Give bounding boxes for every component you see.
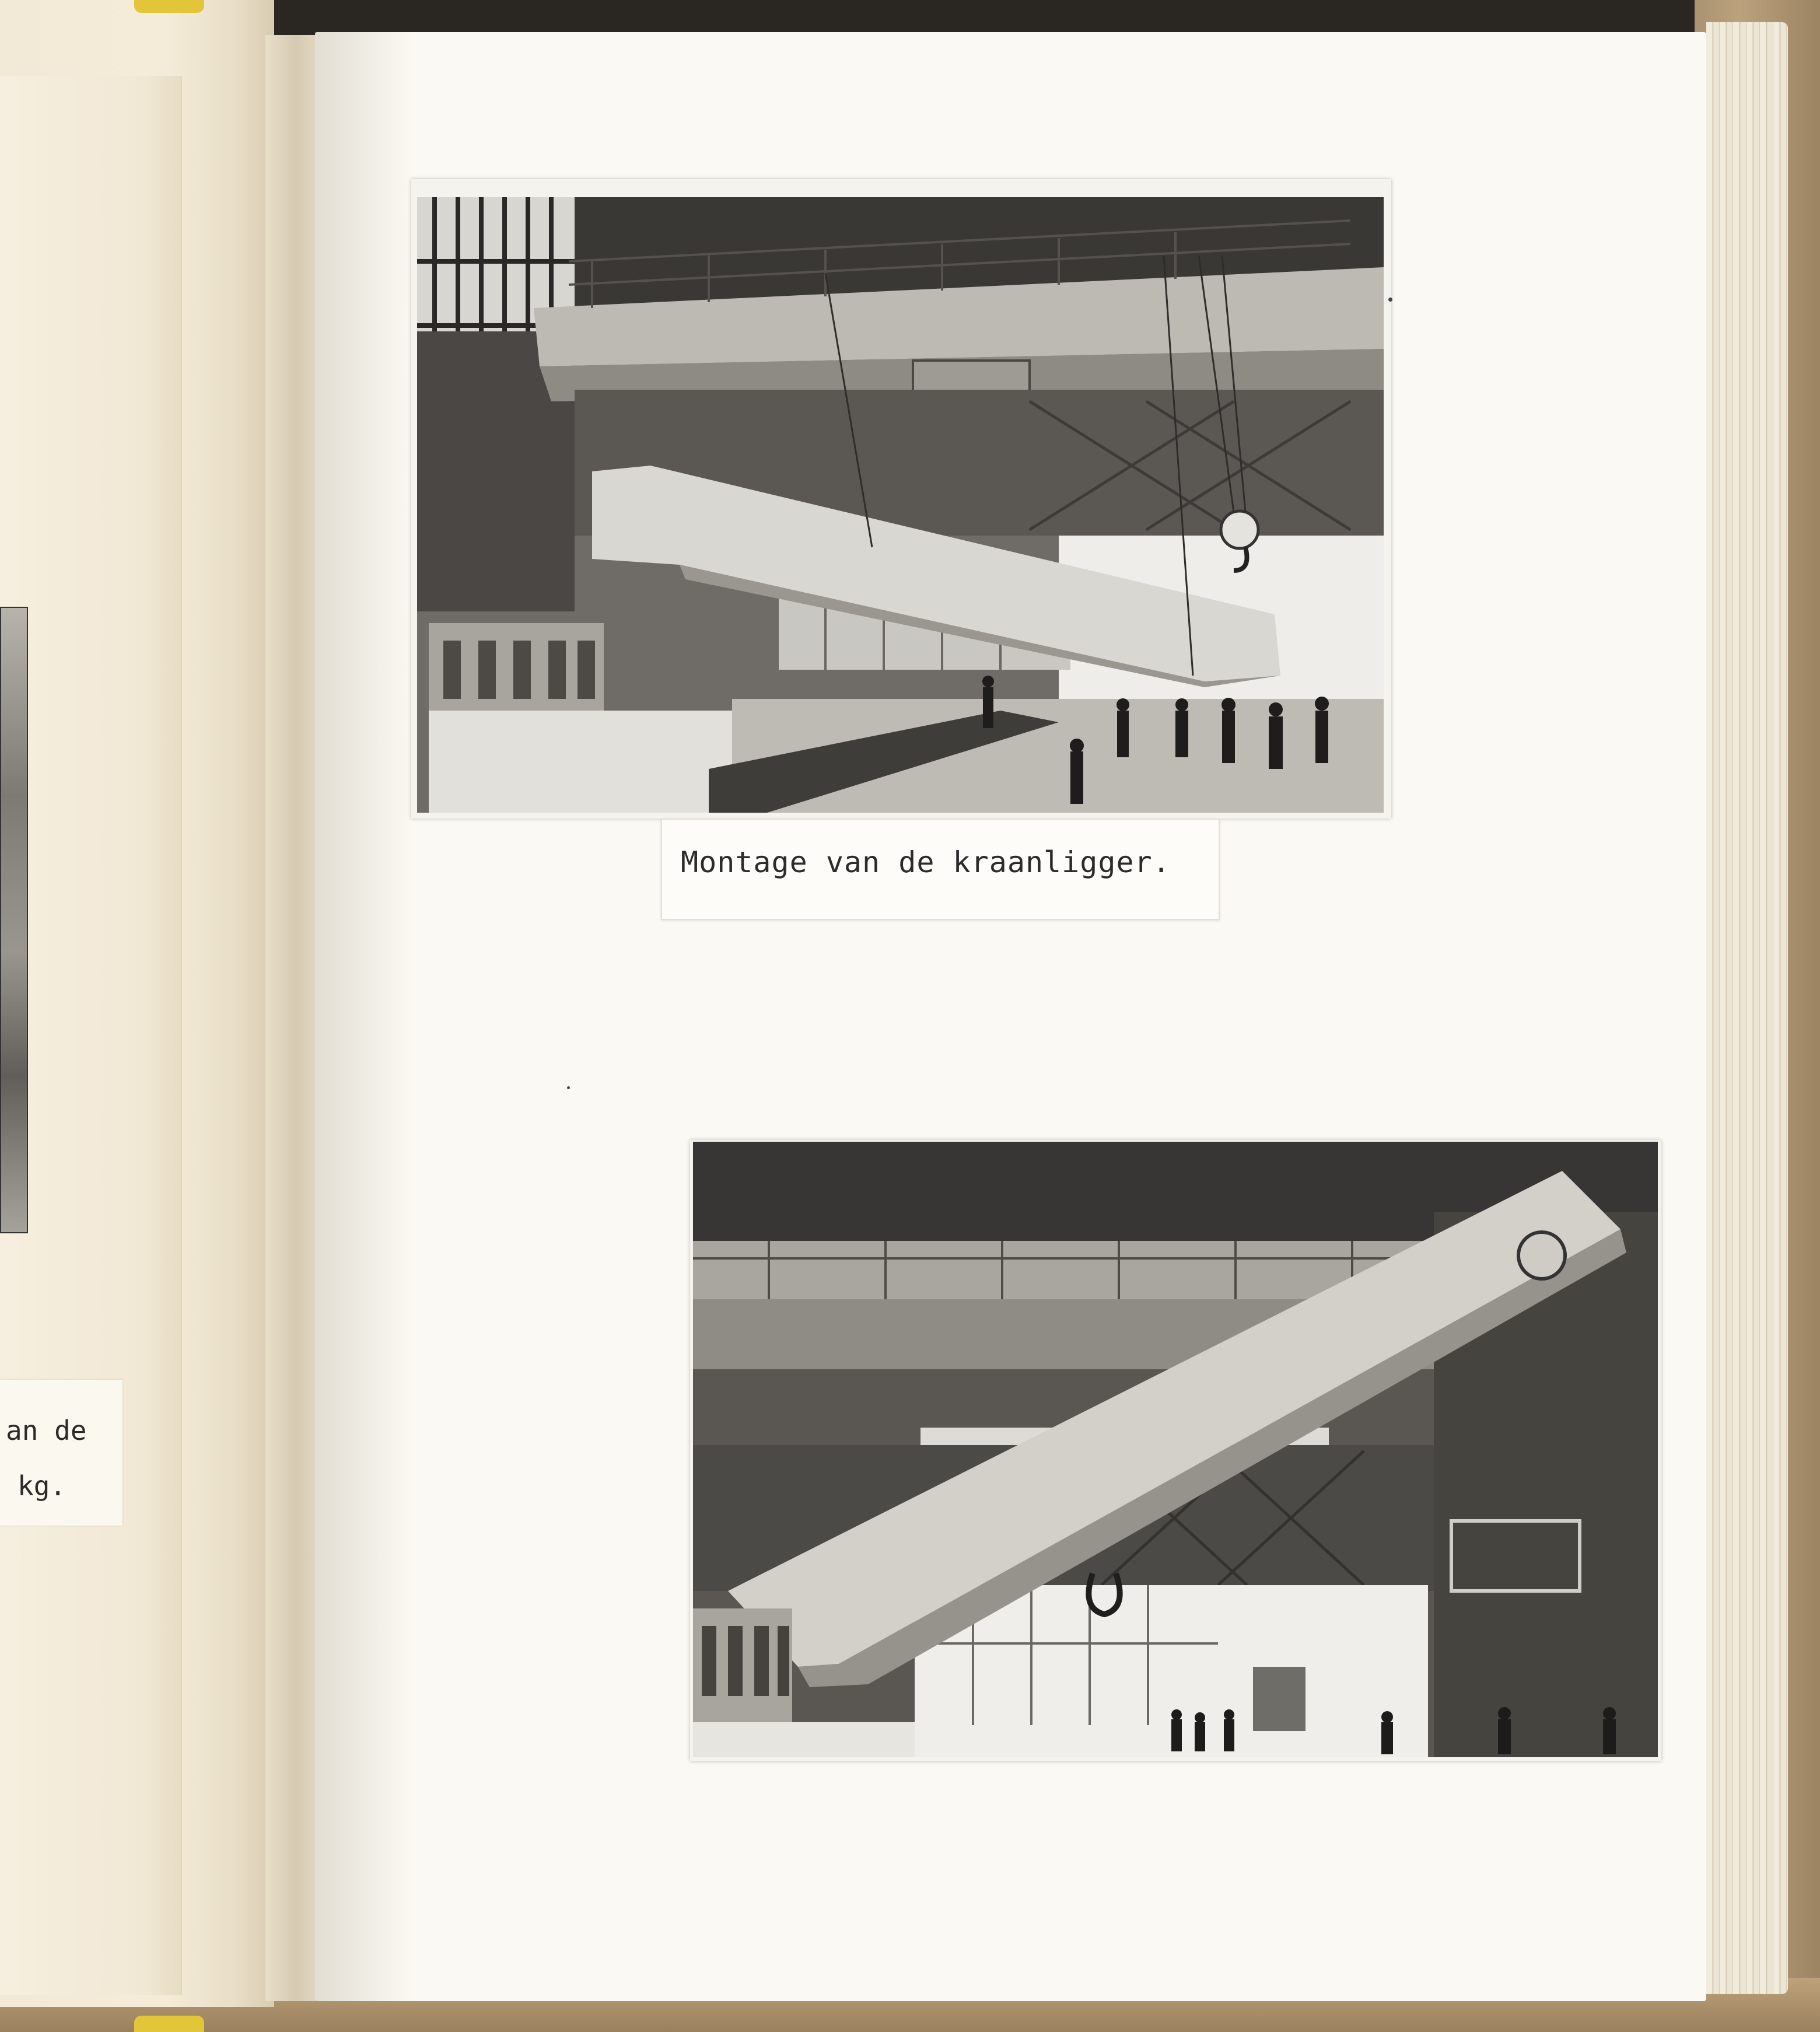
left-caption-label	[0, 1380, 123, 1526]
stacked-page-edges	[1706, 22, 1788, 1994]
left-caption-line-1: an de	[6, 1415, 87, 1446]
caption-text: Montage van de kraanligger.	[681, 845, 1171, 879]
left-caption-line-2: kg.	[18, 1470, 66, 1502]
binding-tape-top	[134, 0, 204, 13]
caption-label	[661, 819, 1220, 920]
photo-1-image	[417, 197, 1384, 813]
photo-2	[693, 1142, 1658, 1757]
photo-2-image	[693, 1142, 1658, 1757]
right-page-gutter-shadow	[315, 32, 414, 2001]
page-speck	[567, 1086, 570, 1089]
page-speck	[1388, 298, 1392, 302]
photo-1	[417, 197, 1384, 813]
binding-tape-bottom	[134, 2016, 204, 2032]
left-photo-edge	[0, 607, 28, 1233]
